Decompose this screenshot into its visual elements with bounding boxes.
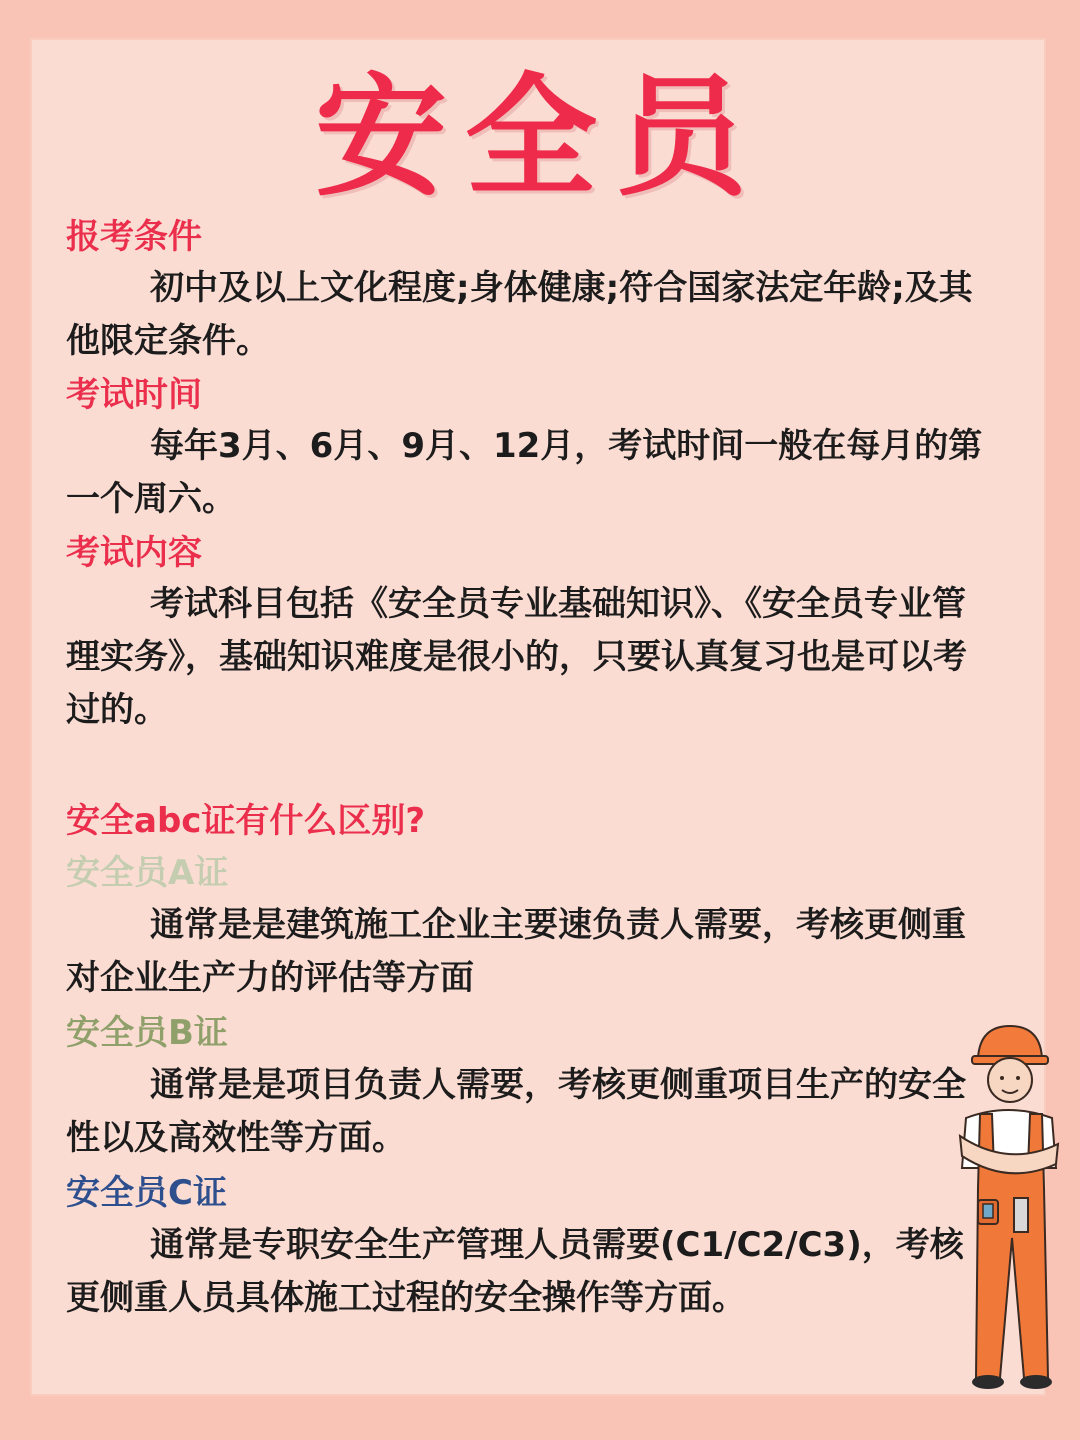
cert-a-heading: 安全员A证 <box>66 853 229 893</box>
cert-a-body: 通常是是建筑施工企业主要速负责人需要，考核更侧重对企业生产力的评估等方面 <box>66 905 966 998</box>
section-body-exam-content: 考试科目包括《安全员专业基础知识》、《安全员专业管理实务》，基础知识难度是很小的，只要认真复习也是可以考过的。 <box>66 584 967 730</box>
page-title: 安全员 <box>315 60 765 215</box>
cert-c-body: 通常是专职安全生产管理人员需要(C1/C2/C3)，考核更侧重人员具体施工过程的安全操作等方面。 <box>66 1225 964 1318</box>
comparison-question: 安全abc证有什么区别? <box>66 801 426 841</box>
cert-b-body: 通常是是项目负责人需要，考核更侧重项目生产的安全性以及高效性等方面。 <box>66 1065 966 1158</box>
section-heading-exam-time: 考试时间 <box>66 375 202 415</box>
section-heading-requirements: 报考条件 <box>66 217 202 257</box>
cert-c-heading: 安全员C证 <box>66 1173 227 1213</box>
construction-worker-icon <box>948 1018 1064 1398</box>
section-body-requirements: 初中及以上文化程度;身体健康;符合国家法定年龄;及其他限定条件。 <box>66 268 973 361</box>
section-heading-exam-content: 考试内容 <box>66 533 202 573</box>
cert-b-heading: 安全员B证 <box>66 1013 228 1053</box>
section-body-exam-time: 每年3月、6月、9月、12月，考试时间一般在每月的第一个周六。 <box>66 426 983 519</box>
article-content <box>66 212 996 1327</box>
